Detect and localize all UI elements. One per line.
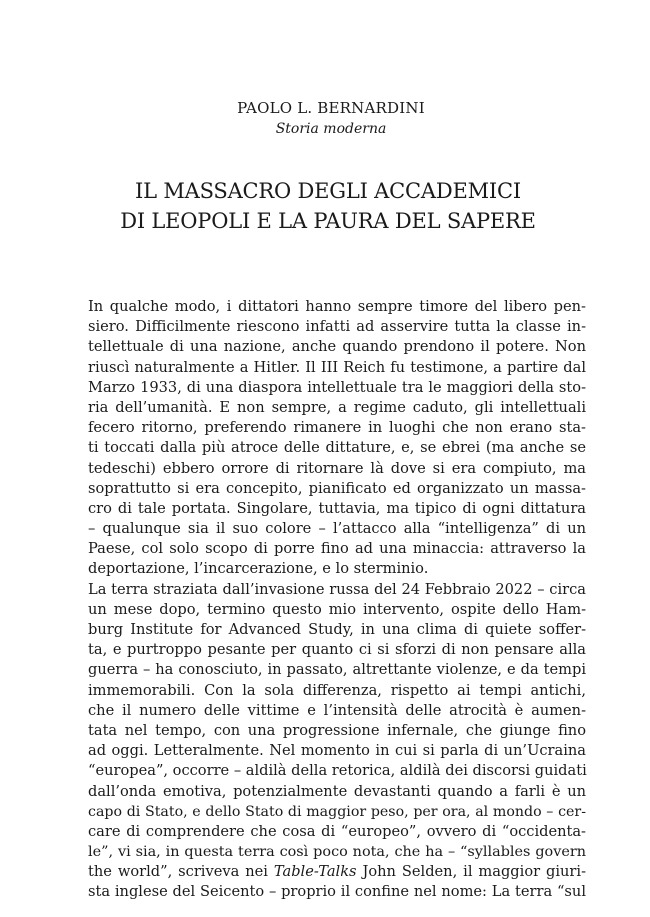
body-line-with-italic [88,862,586,882]
body-line: guerra – ha conosciuto, in passato, altrettante violenze, e da tempi [88,661,586,679]
body-line: siero. Difficilmente riescono infatti ad asservire tutta la classe in- [88,318,586,336]
body-line: ti toccati dalla più atroce delle dittature, e, se ebrei (ma anche se [88,439,586,457]
body-line: Paese, col solo scopo di porre fino ad una minaccia: attraverso la [88,540,586,558]
body-line-segment: the world”, scriveva nei [88,863,274,881]
body-line: le”, vi sia, in questa terra così poco nota, che ha – “syllables govern [88,844,586,861]
body-line: tata nel tempo, con una progressione infernale, che giunge fino [88,721,586,739]
body-line: “europea”, occorre – aldilà della retorica, aldilà dei discorsi guidati [88,762,587,780]
body-line: riuscì naturalmente a Hitler. Il III Reich fu testimone, a partire dal [88,358,586,376]
article-title [0,176,650,236]
body-line: fecero ritorno, preferendo rimanere in luoghi che non erano sta- [88,419,586,437]
body-line: care di comprendere che cosa di “europeo”, ovvero di “occidenta- [88,822,586,840]
body-line: immemorabili. Con la sola differenza, rispetto ai tempi antichi, [88,681,586,699]
body-line: sta inglese del Seicento – proprio il confine nel nome: La terra “sul [88,883,586,901]
body-line: soprattutto si era concepito, pianificato ed organizzato un massa- [88,479,586,497]
body-line: cro di tale portata. Singolare, tuttavia, ma tipico di ogni dittatura [88,499,586,517]
body-line: ad oggi. Letteralmente. Nel momento in cui si parla di un’Ucraina [88,742,586,760]
body-line: ta, e purtroppo pesante per quanto ci si sforzi di non pensare alla [88,641,586,659]
body-line: deportazione, l’incarcerazione, e lo sterminio. [88,560,429,578]
body-line: ria dell’umanità. E non sempre, a regime caduto, gli intellettuali [88,398,586,416]
title-line-1: IL MASSACRO DEGLI ACCADEMICI [135,179,521,203]
body-line: dall’onda emotiva, potenzialmente devastanti quando a farli è un [88,782,586,800]
body-line: che il numero delle vittime e l’intensità delle atrocità è aumen- [88,701,586,719]
title-line-2: DI LEOPOLI E LA PAURA DEL SAPERE [120,209,536,233]
body-line: un mese dopo, termino questo mio intervento, ospite dello Ham- [88,600,586,618]
body-line: Marzo 1933, di una diaspora intellettuale tra le maggiori della sto- [88,378,586,396]
author-affiliation: Storia moderna [275,121,387,137]
article-body [88,297,586,903]
author-name: PAOLO L. BERNARDINI [237,99,425,117]
body-line: La terra straziata dall’invasione russa del 24 Febbraio 2022 – circa [88,580,586,598]
body-line-segment: John Selden, il maggior giuri- [356,863,587,881]
body-line: tedeschi) ebbero orrore di ritornare là dove si era compiuto, ma [88,459,586,477]
body-line: burg Institute for Advanced Study, in una clima di quiete soffer- [88,621,586,638]
body-line: capo di Stato, e dello Stato di maggior peso, per ora, al mondo – cer- [88,803,586,820]
italic-title-table-talks: Table-Talks [273,863,357,881]
body-line: – qualunque sia il suo colore – l’attacco alla “intelligenza” di un [88,520,586,538]
body-line: In qualche modo, i dittatori hanno sempre timore del libero pen- [88,298,586,315]
body-line: tellettuale di una nazione, anche quando prendono il potere. Non [88,338,586,356]
